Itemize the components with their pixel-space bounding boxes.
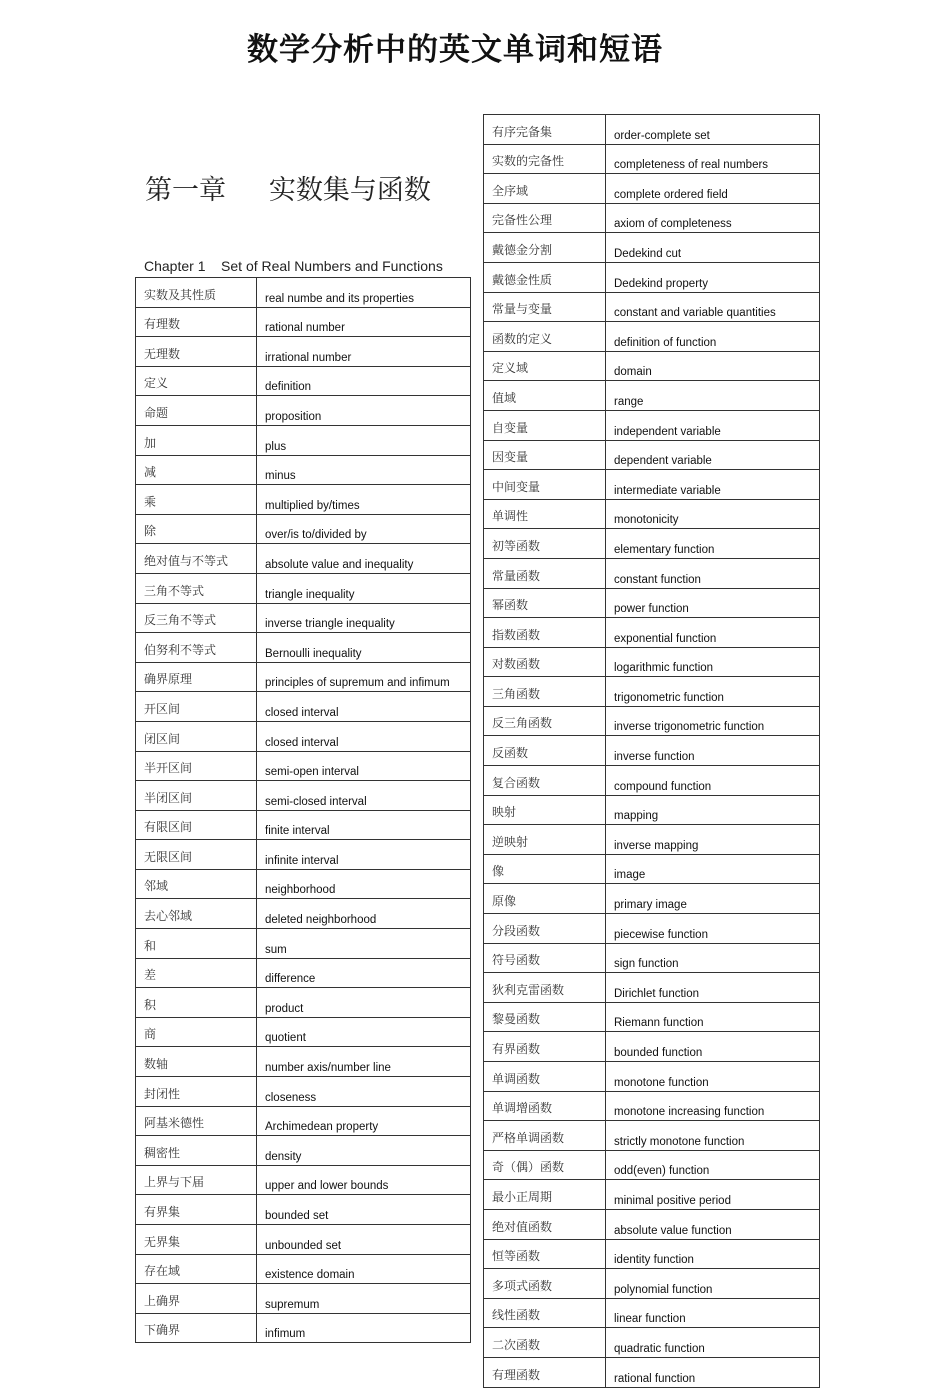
chinese-term-cell: 对数函数 [484,647,606,677]
english-term-cell: multiplied by/times [257,485,471,515]
english-term-cell: number axis/number line [257,1047,471,1077]
chinese-term-cell: 反三角不等式 [136,603,257,633]
english-term-cell: inverse mapping [606,825,820,855]
table-row [484,973,820,1003]
table-row [484,322,820,352]
chinese-term-cell: 因变量 [484,440,606,470]
english-term-cell: Dirichlet function [606,973,820,1003]
chinese-term-cell: 稠密性 [136,1136,257,1166]
table-row [484,351,820,381]
english-term-cell: mapping [606,795,820,825]
english-term-cell: linear function [606,1298,820,1328]
english-term-cell: definition of function [606,322,820,352]
chinese-term-cell: 除 [136,514,257,544]
chinese-term-cell: 全序域 [484,174,606,204]
table-row [136,1225,471,1255]
table-row [484,1180,820,1210]
chinese-term-cell: 逆映射 [484,825,606,855]
chinese-term-cell: 实数及其性质 [136,278,257,308]
table-row [484,1150,820,1180]
table-row [484,410,820,440]
chinese-term-cell: 有界集 [136,1195,257,1225]
table-row [136,662,471,692]
chinese-term-cell: 邻域 [136,869,257,899]
table-row [484,588,820,618]
english-term-cell: closeness [257,1077,471,1107]
english-term-cell: inverse trigonometric function [606,706,820,736]
chinese-term-cell: 初等函数 [484,529,606,559]
english-term-cell: piecewise function [606,914,820,944]
english-term-cell: unbounded set [257,1225,471,1255]
table-row [484,381,820,411]
table-row [484,292,820,322]
table-row [136,721,471,751]
chinese-term-cell: 半闭区间 [136,781,257,811]
table-row [484,203,820,233]
table-row [136,781,471,811]
english-term-cell: Riemann function [606,1002,820,1032]
english-term-cell: minimal positive period [606,1180,820,1210]
english-term-cell: product [257,988,471,1018]
chinese-term-cell: 函数的定义 [484,322,606,352]
table-row [484,1032,820,1062]
table-row [136,1165,471,1195]
chinese-term-cell: 二次函数 [484,1328,606,1358]
english-term-cell: difference [257,958,471,988]
table-row [484,115,820,145]
chinese-term-cell: 三角函数 [484,677,606,707]
chinese-term-cell: 严格单调函数 [484,1121,606,1151]
table-row [484,647,820,677]
table-row [484,1062,820,1092]
english-term-cell: absolute value function [606,1209,820,1239]
english-term-cell: dependent variable [606,440,820,470]
chinese-term-cell: 命题 [136,396,257,426]
english-term-cell: definition [257,366,471,396]
chinese-term-cell: 单调函数 [484,1062,606,1092]
chinese-term-cell: 有理数 [136,307,257,337]
table-row [136,1106,471,1136]
chapter-heading: 第一章 实数集与函数 [145,175,431,206]
chinese-term-cell: 单调性 [484,499,606,529]
english-term-cell: exponential function [606,618,820,648]
chinese-term-cell: 有界函数 [484,1032,606,1062]
chinese-term-cell: 反三角函数 [484,706,606,736]
table-row [136,1017,471,1047]
table-row [484,825,820,855]
chinese-term-cell: 绝对值与不等式 [136,544,257,574]
table-row [484,706,820,736]
chinese-term-cell: 绝对值函数 [484,1209,606,1239]
english-term-cell: Bernoulli inequality [257,633,471,663]
chinese-term-cell: 定义 [136,366,257,396]
table-row [136,1136,471,1166]
chinese-term-cell: 无限区间 [136,840,257,870]
table-row [136,929,471,959]
table-row [484,1091,820,1121]
chinese-term-cell: 分段函数 [484,914,606,944]
table-row [484,1269,820,1299]
english-term-cell: monotone increasing function [606,1091,820,1121]
table-row [136,1077,471,1107]
english-term-cell: rational number [257,307,471,337]
english-term-cell: supremum [257,1284,471,1314]
english-term-cell: triangle inequality [257,573,471,603]
english-term-cell: polynomial function [606,1269,820,1299]
table-row [136,1195,471,1225]
chinese-term-cell: 线性函数 [484,1298,606,1328]
table-row [136,1047,471,1077]
english-term-cell: finite interval [257,810,471,840]
chinese-term-cell: 映射 [484,795,606,825]
chinese-term-cell: 单调增函数 [484,1091,606,1121]
english-term-cell: infinite interval [257,840,471,870]
table-row [136,366,471,396]
chinese-term-cell: 完备性公理 [484,203,606,233]
english-term-cell: complete ordered field [606,174,820,204]
table-row [484,884,820,914]
table-row [136,810,471,840]
chinese-term-cell: 差 [136,958,257,988]
english-term-cell: Dedekind property [606,262,820,292]
chinese-term-cell: 减 [136,455,257,485]
english-term-cell: range [606,381,820,411]
chinese-term-cell: 封闭性 [136,1077,257,1107]
english-term-cell: monotonicity [606,499,820,529]
chinese-term-cell: 定义域 [484,351,606,381]
table-row [484,262,820,292]
chinese-term-cell: 商 [136,1017,257,1047]
chinese-term-cell: 闭区间 [136,721,257,751]
table-row [136,692,471,722]
table-row [484,529,820,559]
english-term-cell: bounded set [257,1195,471,1225]
english-term-cell: density [257,1136,471,1166]
english-term-cell: inverse function [606,736,820,766]
table-row [484,470,820,500]
chinese-term-cell: 狄利克雷函数 [484,973,606,1003]
english-term-cell: sign function [606,943,820,973]
chinese-term-cell: 多项式函数 [484,1269,606,1299]
table-row [484,1239,820,1269]
english-term-cell: closed interval [257,692,471,722]
chinese-term-cell: 符号函数 [484,943,606,973]
table-row [484,499,820,529]
table-row [484,914,820,944]
table-row [136,307,471,337]
chinese-term-cell: 常量函数 [484,558,606,588]
english-term-cell: Dedekind cut [606,233,820,263]
table-row [136,899,471,929]
english-term-cell: compound function [606,766,820,796]
table-row [136,425,471,455]
chinese-term-cell: 上确界 [136,1284,257,1314]
table-row [484,144,820,174]
english-term-cell: independent variable [606,410,820,440]
english-term-cell: principles of supremum and infimum [257,662,471,692]
table-row [484,618,820,648]
english-term-cell: identity function [606,1239,820,1269]
table-row [136,1284,471,1314]
chinese-term-cell: 最小正周期 [484,1180,606,1210]
table-row [484,795,820,825]
table-row [136,337,471,367]
english-term-cell: semi-closed interval [257,781,471,811]
chinese-term-cell: 值域 [484,381,606,411]
table-row [136,751,471,781]
table-row [136,603,471,633]
english-term-cell: Archimedean property [257,1106,471,1136]
chinese-term-cell: 实数的完备性 [484,144,606,174]
english-term-cell: infimum [257,1313,471,1343]
english-term-cell: deleted neighborhood [257,899,471,929]
chapter-subheading: Chapter 1 Set of Real Numbers and Functions [144,258,443,274]
english-term-cell: odd(even) function [606,1150,820,1180]
table-row [484,1328,820,1358]
chinese-term-cell: 有理函数 [484,1357,606,1387]
english-term-cell: minus [257,455,471,485]
table-row [484,1298,820,1328]
chinese-term-cell: 有限区间 [136,810,257,840]
chinese-term-cell: 复合函数 [484,766,606,796]
english-term-cell: power function [606,588,820,618]
chinese-term-cell: 三角不等式 [136,573,257,603]
english-term-cell: irrational number [257,337,471,367]
english-term-cell: upper and lower bounds [257,1165,471,1195]
english-term-cell: rational function [606,1357,820,1387]
chinese-term-cell: 确界原理 [136,662,257,692]
english-term-cell: completeness of real numbers [606,144,820,174]
chinese-term-cell: 半开区间 [136,751,257,781]
chinese-term-cell: 开区间 [136,692,257,722]
chinese-term-cell: 中间变量 [484,470,606,500]
chinese-term-cell: 下确界 [136,1313,257,1343]
english-term-cell: order-complete set [606,115,820,145]
english-term-cell: domain [606,351,820,381]
chinese-term-cell: 积 [136,988,257,1018]
english-term-cell: existence domain [257,1254,471,1284]
english-term-cell: real numbe and its properties [257,278,471,308]
english-term-cell: proposition [257,396,471,426]
table-row [136,544,471,574]
table-row [484,440,820,470]
table-row [484,1002,820,1032]
english-term-cell: constant and variable quantities [606,292,820,322]
english-term-cell: sum [257,929,471,959]
chinese-term-cell: 去心邻域 [136,899,257,929]
chinese-term-cell: 无界集 [136,1225,257,1255]
english-term-cell: inverse triangle inequality [257,603,471,633]
english-term-cell: trigonometric function [606,677,820,707]
table-row [484,1357,820,1387]
table-row [136,1313,471,1343]
chinese-term-cell: 乘 [136,485,257,515]
english-term-cell: image [606,854,820,884]
table-row [484,174,820,204]
english-term-cell: logarithmic function [606,647,820,677]
english-term-cell: over/is to/divided by [257,514,471,544]
chinese-term-cell: 有序完备集 [484,115,606,145]
chinese-term-cell: 原像 [484,884,606,914]
chinese-term-cell: 自变量 [484,410,606,440]
english-term-cell: quadratic function [606,1328,820,1358]
chinese-term-cell: 黎曼函数 [484,1002,606,1032]
table-row [136,514,471,544]
table-row [136,278,471,308]
english-term-cell: closed interval [257,721,471,751]
english-term-cell: intermediate variable [606,470,820,500]
table-row [136,485,471,515]
chinese-term-cell: 常量与变量 [484,292,606,322]
english-term-cell: plus [257,425,471,455]
english-term-cell: strictly monotone function [606,1121,820,1151]
table-row [484,1209,820,1239]
chinese-term-cell: 和 [136,929,257,959]
table-row [136,988,471,1018]
table-row [136,455,471,485]
english-term-cell: absolute value and inequality [257,544,471,574]
table-row [136,958,471,988]
chinese-term-cell: 戴德金分割 [484,233,606,263]
english-term-cell: quotient [257,1017,471,1047]
table-row [136,1254,471,1284]
chinese-term-cell: 阿基米德性 [136,1106,257,1136]
table-row [484,233,820,263]
chinese-term-cell: 像 [484,854,606,884]
chinese-term-cell: 反函数 [484,736,606,766]
english-term-cell: elementary function [606,529,820,559]
english-term-cell: neighborhood [257,869,471,899]
chinese-term-cell: 存在域 [136,1254,257,1284]
chinese-term-cell: 指数函数 [484,618,606,648]
english-term-cell: primary image [606,884,820,914]
table-row [484,943,820,973]
english-term-cell: monotone function [606,1062,820,1092]
table-row [484,854,820,884]
table-row [484,558,820,588]
table-row [484,677,820,707]
chinese-term-cell: 奇（偶）函数 [484,1150,606,1180]
table-row [136,840,471,870]
table-row [484,766,820,796]
table-row [484,1121,820,1151]
vocabulary-table-right [483,114,820,1388]
page-title: 数学分析中的英文单词和短语 [247,32,663,68]
english-term-cell: axiom of completeness [606,203,820,233]
table-row [136,396,471,426]
chinese-term-cell: 加 [136,425,257,455]
english-term-cell: constant function [606,558,820,588]
table-row [136,633,471,663]
vocabulary-table-left [135,277,471,1343]
english-term-cell: bounded function [606,1032,820,1062]
english-term-cell: semi-open interval [257,751,471,781]
chinese-term-cell: 上界与下届 [136,1165,257,1195]
chinese-term-cell: 戴德金性质 [484,262,606,292]
chinese-term-cell: 伯努利不等式 [136,633,257,663]
chinese-term-cell: 无理数 [136,337,257,367]
chinese-term-cell: 数轴 [136,1047,257,1077]
table-row [136,573,471,603]
chinese-term-cell: 幂函数 [484,588,606,618]
table-row [484,736,820,766]
table-row [136,869,471,899]
chinese-term-cell: 恒等函数 [484,1239,606,1269]
